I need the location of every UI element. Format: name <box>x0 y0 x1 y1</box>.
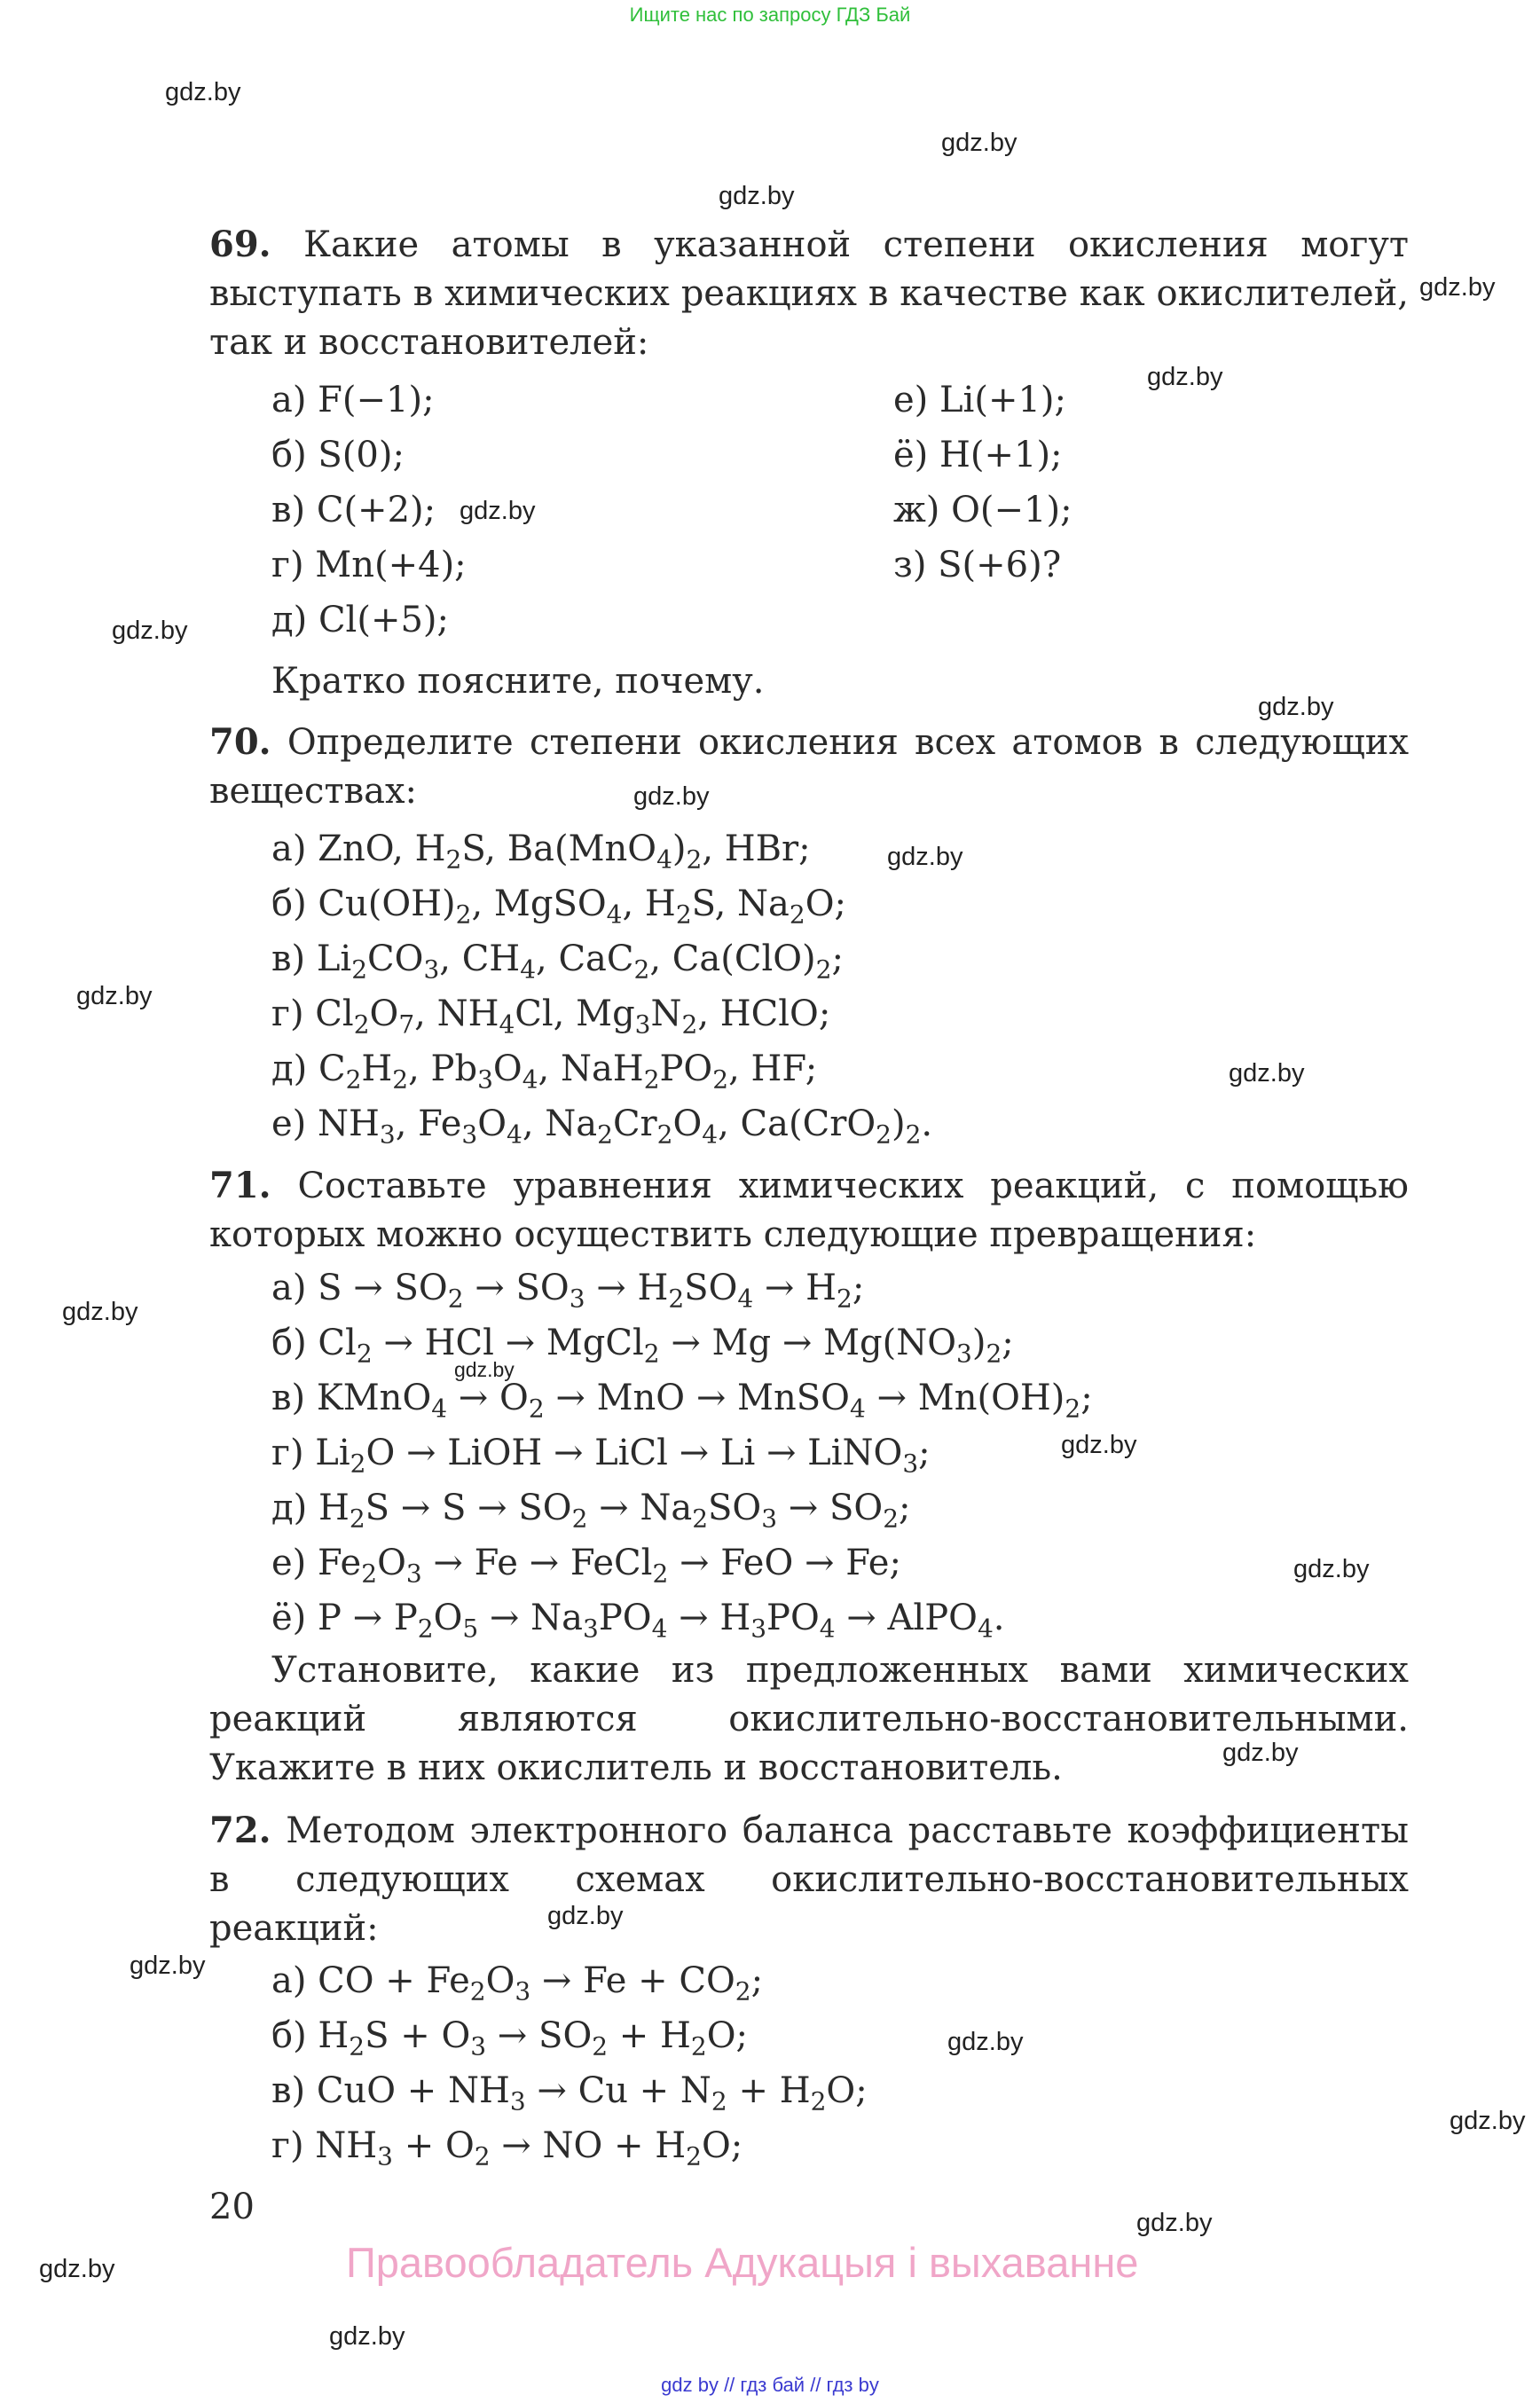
task-70-item: е) $NH_3$, $Fe_3O_4$, $Na_2Cr_2O_4$, $Ca(CrO_2)_2$. <box>271 1103 933 1150</box>
task-69-option: в) C(+2); <box>271 490 436 530</box>
watermark: gdz.by <box>1450 2107 1526 2135</box>
task-72-item: г) $NH_3 + O_2$ → NO + $H_2O$; <box>271 2125 743 2171</box>
watermark: gdz.by <box>76 982 153 1010</box>
watermark: gdz.by <box>1136 2209 1213 2237</box>
watermark: gdz.by <box>633 782 710 811</box>
task-70-item: а) ZnO, $H_2S$, $Ba(MnO_4)_2$, HBr; <box>271 828 811 875</box>
task-72-item: а) CO + $Fe_2O_3 \to Fe + CO_2$; <box>271 1960 764 2006</box>
task-71-item: ё) $P \to P_2O_5 \to Na_3PO_4 \to H_3PO_4$ → AlPO$_4$. <box>271 1598 1005 1644</box>
task-71-item: в) KMnO$_4$ → $O_2$ → MnO → MnSO$_4$ → $Mn(OH)_2$; <box>271 1378 1093 1424</box>
watermark: gdz.by <box>1222 1739 1299 1767</box>
task-69-option: г) Mn(+4); <box>271 545 467 585</box>
watermark: gdz.by <box>62 1298 138 1326</box>
watermark: gdz.by <box>547 1902 624 1930</box>
watermark: gdz.by <box>130 1951 206 1980</box>
watermark: gdz.by <box>1258 693 1334 721</box>
watermark: gdz.by <box>1419 273 1496 302</box>
task-71-text <box>209 1161 1409 1260</box>
task-69-footer: Кратко поясните, почему. <box>271 661 765 702</box>
watermark: gdz.by <box>460 497 536 525</box>
task-69-option: з) S(+6)? <box>893 545 1062 585</box>
task-69-number: 69. <box>209 224 271 265</box>
task-70-item: б) $Cu(OH)_2$, MgSO$_4$, $H_2S$, $Na_2O$; <box>271 883 847 930</box>
task-69-option: д) Cl(+5); <box>271 600 449 640</box>
task-71-footer: Установите, какие из предложенных вами химических реакций являются окислительно-восстановительными. Укажите в них окислитель и восстановитель. <box>209 1650 1409 1788</box>
watermark: gdz.by <box>329 2322 405 2351</box>
task-71-item: д) $H_2S \to S \to SO_2 \to Na_2SO_3 \to SO_2$; <box>271 1488 911 1534</box>
task-71-item: б) $Cl_2$ → HCl → MgCl$_2$ → $Mg \to Mg(NO_3)_2$; <box>271 1323 1014 1369</box>
watermark: gdz.by <box>887 843 963 871</box>
task-69-question: Какие атомы в указанной степени окисления могут выступать в химических реакциях в качестве как окислителей, так и восстановителей: <box>209 224 1410 363</box>
task-69-option: б) S(0); <box>271 435 405 475</box>
task-70-number: 70. <box>209 721 271 763</box>
watermark: gdz.by <box>112 616 188 645</box>
task-71-item: а) $S \to SO_2 \to SO_3 \to H_2SO_4 \to H_2$; <box>271 1268 865 1314</box>
task-70-item: д) $C_2H_2$, $Pb_3O_4$, $NaH_2PO_2$, HF; <box>271 1048 818 1095</box>
task-69-option: а) F(−1); <box>271 380 435 420</box>
watermark: gdz.by <box>947 2028 1024 2056</box>
search-hint-banner[interactable]: Ищите нас по запросу ГДЗ Бай <box>629 4 911 26</box>
task-71-item: е) $Fe_2O_3 \to Fe$ → FeCl$_2$ → FeO → Fe; <box>271 1543 901 1589</box>
page-number: 20 <box>209 2187 255 2227</box>
task-69-option: ж) O(−1); <box>893 490 1072 530</box>
task-70-item: г) $Cl_2O_7$, $NH_4Cl$, $Mg_3N_2$, HClO; <box>271 993 831 1040</box>
task-71-number: 71. <box>209 1165 271 1206</box>
task-69-text <box>209 220 1409 367</box>
task-72-item: б) $H_2S + O_3 \to SO_2 + H_2O$; <box>271 2015 748 2061</box>
task-71-question: Составьте уравнения химических реакций, с помощью которых можно осуществить следующие превращения: <box>209 1166 1410 1255</box>
task-70-text <box>209 718 1409 816</box>
task-69-option: е) Li(+1); <box>893 380 1066 420</box>
task-72-text <box>209 1806 1409 1953</box>
task-70-item: в) $Li_2CO_3$, $CH_4$, CaC$_2$, $Ca(ClO)_2$; <box>271 938 844 985</box>
watermark: gdz.by <box>1229 1059 1305 1088</box>
footer-links[interactable]: gdz by // гдз бай // гдз by <box>661 2374 879 2396</box>
watermark: gdz.by <box>941 129 1018 157</box>
task-71-item: г) $Li_2O$ → LiOH → LiCl → Li → LiNO$_3$; <box>271 1433 931 1479</box>
task-70-question: Определите степени окисления всех атомов в следующих веществах: <box>209 722 1410 812</box>
watermark: gdz.by <box>719 182 795 210</box>
task-72-question: Методом электронного баланса расставьте коэффициенты в следующих схемах окислительно-восстановительных реакций: <box>209 1810 1409 1949</box>
task-69-option: ё) H(+1); <box>893 435 1063 475</box>
rights-holder: Правообладатель Адукацыя і выхаванне <box>346 2239 1139 2286</box>
watermark: gdz.by <box>454 1358 515 1381</box>
task-72-number: 72. <box>209 1810 271 1851</box>
watermark: gdz.by <box>39 2255 115 2283</box>
watermark: gdz.by <box>165 78 241 106</box>
watermark: gdz.by <box>1293 1555 1370 1583</box>
watermark: gdz.by <box>1147 363 1223 391</box>
watermark: gdz.by <box>1061 1431 1137 1459</box>
task-72-item: в) CuO + $NH_3 \to Cu + N_2 + H_2O$; <box>271 2070 868 2116</box>
